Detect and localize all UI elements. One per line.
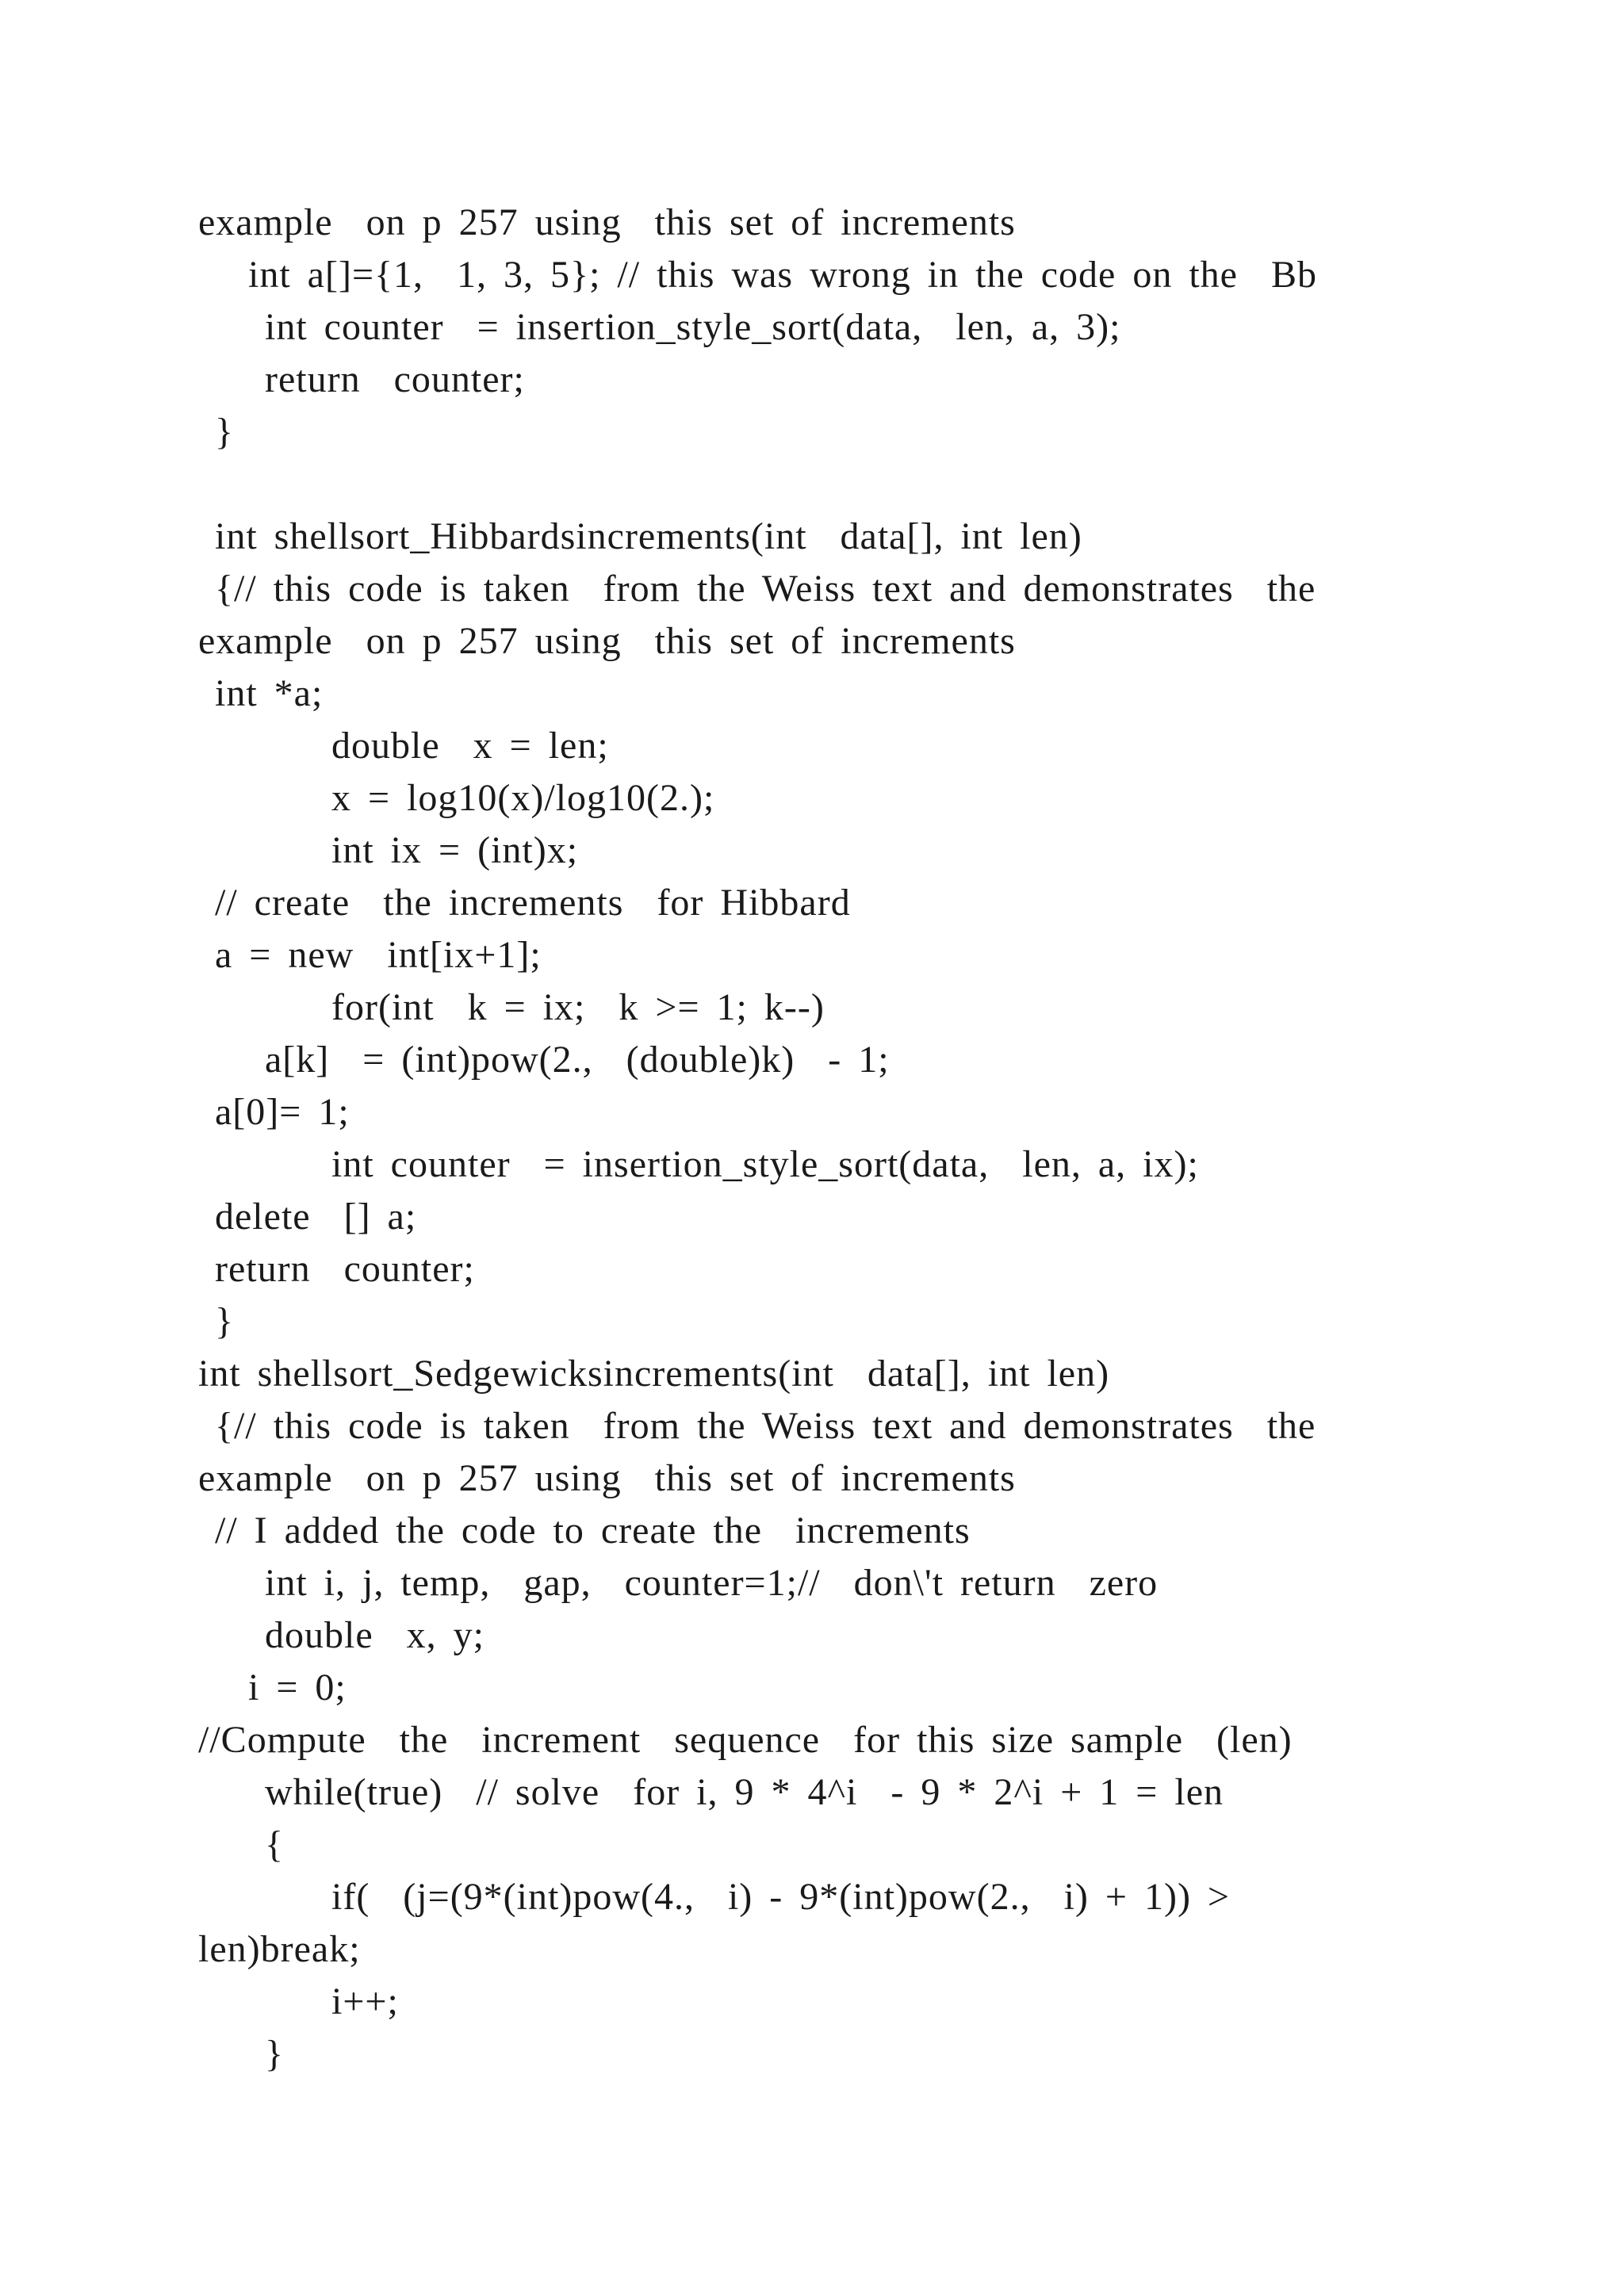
text-line: i++; — [198, 1980, 399, 2022]
text-line: example on p 257 using this set of increments — [198, 620, 1016, 662]
text-line: {// this code is taken from the Weiss text and demonstrates the — [198, 568, 1316, 610]
text-line: } — [198, 2033, 285, 2075]
text-line: double x = len; — [198, 725, 609, 767]
text-line: int a[]={1, 1, 3, 5}; // this was wrong in the code on the Bb — [198, 254, 1317, 296]
text-line: int counter = insertion_style_sort(data, len, a, ix); — [198, 1143, 1199, 1185]
text-line: if( (j=(9*(int)pow(4., i) - 9*(int)pow(2., i) + 1)) > — [198, 1876, 1230, 1918]
text-line: return counter; — [198, 1248, 475, 1290]
text-line: // create the increments for Hibbard — [198, 882, 851, 924]
text-line: for(int k = ix; k >= 1; k--) — [198, 986, 825, 1028]
text-line: int shellsort_Hibbardsincrements(int data[], int len) — [198, 515, 1082, 557]
text-line: {// this code is taken from the Weiss text and demonstrates the — [198, 1405, 1316, 1447]
text-line: double x, y; — [198, 1614, 485, 1656]
text-line: int i, j, temp, gap, counter=1;// don\'t return zero — [198, 1562, 1159, 1604]
text-line: i = 0; — [198, 1667, 347, 1709]
text-line: int counter = insertion_style_sort(data, len, a, 3); — [198, 306, 1121, 348]
text-line: int *a; — [198, 672, 324, 714]
text-line: a[0]= 1; — [198, 1091, 350, 1133]
text-line: delete [] a; — [198, 1196, 417, 1238]
text-line: return counter; — [198, 358, 525, 400]
text-line: // I added the code to create the increments — [198, 1510, 971, 1552]
text-line: a = new int[ix+1]; — [198, 934, 542, 976]
text-line: int ix = (int)x; — [198, 829, 579, 871]
text-line: example on p 257 using this set of increments — [198, 1457, 1016, 1499]
text-line: x = log10(x)/log10(2.); — [198, 777, 715, 819]
text-line: } — [198, 411, 235, 453]
text-line: //Compute the increment sequence for this size sample (len) — [198, 1719, 1293, 1761]
text-line: example on p 257 using this set of increments — [198, 201, 1016, 243]
text-line: while(true) // solve for i, 9 * 4^i - 9 * 2^i + 1 = len — [198, 1771, 1224, 1813]
text-line: { — [198, 1823, 285, 1866]
text-line: } — [198, 1300, 235, 1342]
text-line: len)break; — [198, 1928, 361, 1970]
text-line: int shellsort_Sedgewicksincrements(int data[], int len) — [198, 1353, 1110, 1395]
text-line: a[k] = (int)pow(2., (double)k) - 1; — [198, 1039, 890, 1081]
